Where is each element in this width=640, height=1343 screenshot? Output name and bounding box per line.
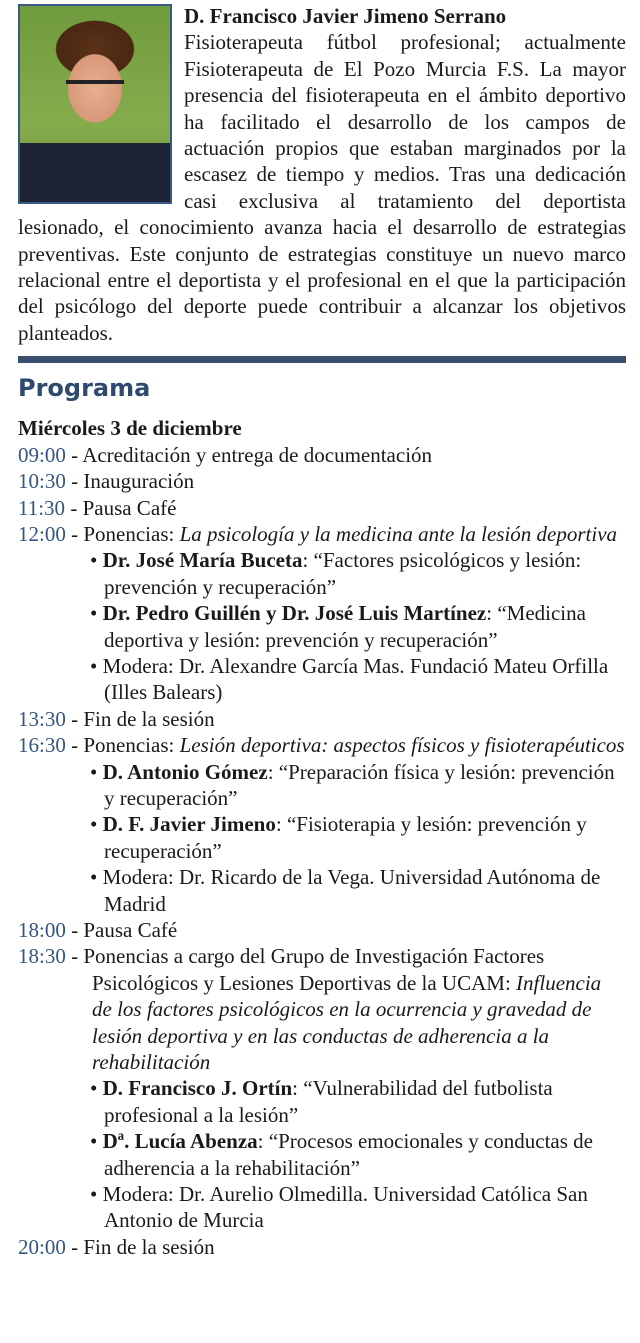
bullet-mark: • bbox=[90, 1076, 98, 1101]
glasses-shape bbox=[66, 80, 124, 98]
schedule-item bbox=[18, 917, 626, 943]
speaker-name: Dª. Lucía Abenza bbox=[102, 1129, 258, 1154]
item-text: Fin de la sesión bbox=[83, 1234, 215, 1259]
item-text: Pausa Café bbox=[82, 495, 177, 520]
item-time: 11:30 bbox=[18, 495, 66, 520]
talk-title: : “Factores psicológicos y lesión: prevención y recuperación” bbox=[104, 548, 582, 599]
schedule-item bbox=[18, 521, 626, 547]
speaker-bullet bbox=[18, 1181, 626, 1234]
bullet-mark: • bbox=[90, 548, 98, 573]
speaker-bullet bbox=[18, 864, 626, 917]
item-time: 16:30 bbox=[18, 733, 66, 758]
talk-title: : “Vulnerabilidad del futbolista profesional a la lesión” bbox=[104, 1076, 553, 1127]
talk-title: : “Fisioterapia y lesión: prevención y recuperación” bbox=[104, 812, 587, 863]
speaker-name: D. Francisco J. Ortín bbox=[102, 1076, 293, 1101]
item-separator: - bbox=[65, 918, 84, 942]
item-time: 12:00 bbox=[18, 521, 66, 546]
talk-title: : “Medicina deportiva y lesión: prevención y recuperación” bbox=[104, 601, 586, 652]
speaker-bullet bbox=[18, 811, 626, 864]
day-heading: Miércoles 3 de diciembre bbox=[18, 416, 242, 441]
item-text: Ponencias a cargo del Grupo de Investigación Factores Psicológicos y Lesiones Deportivas de la UCAM: bbox=[83, 944, 545, 995]
section-title: Programa bbox=[18, 374, 151, 403]
item-text: Inauguración bbox=[83, 469, 195, 494]
item-time: 13:30 bbox=[18, 706, 66, 731]
bullet-mark: • bbox=[90, 653, 98, 678]
bullet-mark: • bbox=[90, 1182, 98, 1207]
speaker-photo bbox=[18, 4, 172, 204]
bullet-mark: • bbox=[90, 812, 98, 837]
item-time: 20:00 bbox=[18, 1234, 66, 1259]
schedule bbox=[18, 442, 626, 1261]
section-divider bbox=[18, 356, 626, 363]
item-text: Pausa Café bbox=[83, 918, 178, 942]
speaker-bullet bbox=[18, 547, 626, 600]
talk-title: Modera: Dr. Alexandre García Mas. Fundació Mateu Orfilla (Illes Balears) bbox=[102, 653, 609, 705]
item-separator: - bbox=[65, 733, 84, 758]
item-session-title: Lesión deportiva: aspectos físicos y fisioterapéuticos bbox=[179, 733, 625, 758]
talk-title: Modera: Dr. Aurelio Olmedilla. Universidad Católica San Antonio de Murcia bbox=[102, 1182, 588, 1233]
speaker-bullet bbox=[18, 600, 626, 653]
talk-title: : “Preparación física y lesión: prevención y recuperación” bbox=[104, 759, 615, 810]
speaker-name: Dr. José María Buceta bbox=[102, 548, 303, 573]
item-text: Ponencias: bbox=[83, 521, 180, 546]
bullet-mark: • bbox=[90, 865, 98, 890]
speaker-bullet bbox=[18, 759, 626, 812]
item-text: Fin de la sesión bbox=[83, 706, 215, 731]
item-text: Acreditación y entrega de documentación bbox=[82, 442, 433, 467]
item-separator: - bbox=[65, 442, 83, 467]
item-session-title: Influencia de los factores psicológicos en la ocurrencia y gravedad de lesión deportiva y en las conductas de adherencia a la rehabilitación bbox=[92, 970, 602, 1075]
item-separator: - bbox=[65, 469, 84, 494]
talk-title: Modera: Dr. Ricardo de la Vega. Universidad Autónoma de Madrid bbox=[102, 865, 601, 916]
speaker-name: D. F. Javier Jimeno bbox=[102, 812, 276, 837]
item-time: 10:30 bbox=[18, 469, 66, 494]
item-separator: - bbox=[65, 1234, 84, 1259]
schedule-item bbox=[18, 732, 626, 758]
schedule-item bbox=[18, 1234, 626, 1260]
item-text: Ponencias: bbox=[83, 733, 180, 758]
item-separator: - bbox=[65, 495, 83, 520]
item-separator: - bbox=[65, 706, 84, 731]
schedule-item bbox=[18, 495, 626, 521]
speaker-bullet bbox=[18, 1128, 626, 1181]
talk-title: : “Procesos emocionales y conductas de adherencia a la rehabilitación” bbox=[104, 1129, 593, 1180]
speaker-name: Dr. Pedro Guillén y Dr. José Luis Martínez bbox=[102, 601, 487, 626]
speaker-bullet bbox=[18, 653, 626, 706]
schedule-item bbox=[18, 442, 626, 468]
schedule-item bbox=[18, 943, 626, 1075]
item-time: 09:00 bbox=[18, 442, 66, 467]
speaker-description: Fisioterapeuta fútbol profesional; actualmente Fisioterapeuta de El Pozo Murcia F.S. La mayor presencia del fisioterapeuta en el ámbito deportivo ha facilitado el desarrollo de los campos de actuación propios que estaban marginados por la escasez de tiempo y medios. Tras una dedicación casi exclusiva al tratamiento del deportista lesionado, el conocimiento avanza hacia el desarrollo de estrategias preventivas. Este conjunto de estrategias constituye un nuevo marco relacional entre el deportista y el profesional en el que la participación del psicólogo del deporte puede contribuir a alcanzar los objetivos planteados. bbox=[18, 30, 626, 345]
item-time: 18:30 bbox=[18, 944, 66, 969]
item-session-title: La psicología y la medicina ante la lesión deportiva bbox=[179, 521, 618, 546]
bullet-mark: • bbox=[90, 601, 98, 626]
speaker-bullet bbox=[18, 1075, 626, 1128]
speaker-name: D. Francisco Javier Jimeno Serrano bbox=[184, 4, 507, 28]
item-time: 18:00 bbox=[18, 918, 66, 942]
item-separator: - bbox=[65, 944, 84, 969]
schedule-item bbox=[18, 468, 626, 494]
bullet-mark: • bbox=[90, 759, 98, 784]
schedule-item bbox=[18, 706, 626, 732]
speaker-name: D. Antonio Gómez bbox=[102, 759, 268, 784]
item-separator: - bbox=[65, 521, 84, 546]
bullet-mark: • bbox=[90, 1129, 98, 1154]
